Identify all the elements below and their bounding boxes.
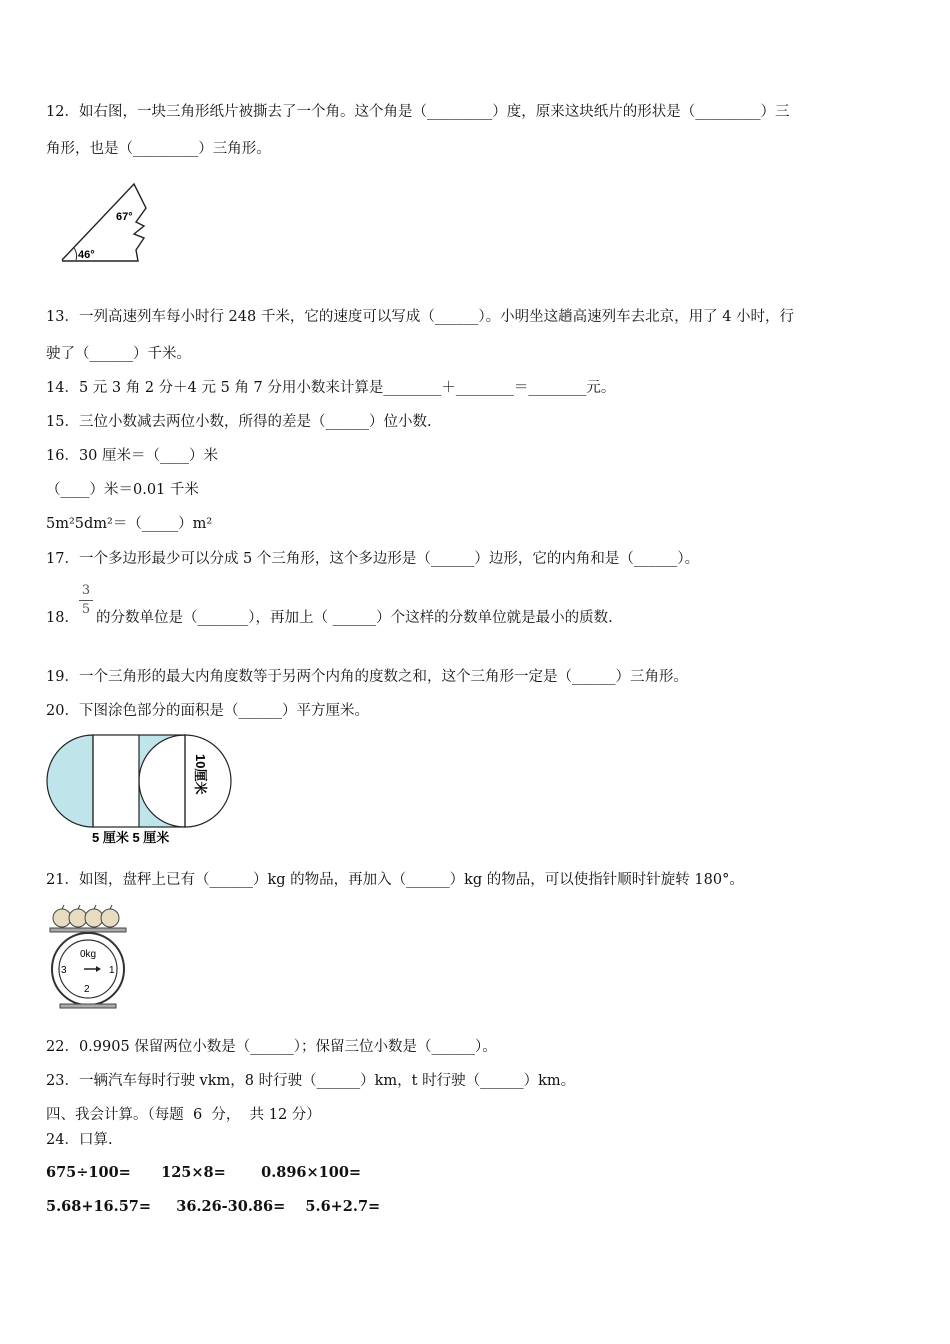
q13-line2: 驶了（______）千米。	[46, 346, 191, 362]
dial-label-3: 3	[61, 965, 67, 976]
q22-line: 22．0.9905 保留两位小数是（______）；保留三位小数是（______）。	[46, 1039, 497, 1055]
section-4-heading: 四、我会计算。（每题 6 分， 共 12 分）	[46, 1107, 321, 1123]
q12-line2: 角形，也是（_________）三角形。	[46, 141, 271, 157]
angle-46-label: 46°	[78, 249, 95, 261]
q23-line: 23．一辆汽车每时行驶 vkm，8 时行驶（______）km，t 时行驶（______）km。	[46, 1073, 576, 1089]
q24-row1: 675÷100= 125×8= 0.896×100=	[46, 1164, 362, 1181]
q16-line2: （____）米＝0.01 千米	[46, 482, 199, 498]
torn-triangle-figure	[56, 178, 176, 268]
q24-row2: 5.68+16.57= 36.26-30.86= 5.6+2.7=	[46, 1198, 381, 1215]
dial-label-2: 2	[84, 984, 90, 995]
bottom-width-labels: 5 厘米 5 厘米	[92, 830, 170, 845]
fraction-three-fifths	[79, 583, 93, 618]
shaded-area-figure	[46, 734, 226, 849]
fraction-denominator: 5	[81, 602, 91, 617]
q12-line1: 12．如右图，一块三角形纸片被撕去了一个角。这个角是（_________）度，原来这块纸片的形状是（_________）三	[46, 104, 790, 120]
scale-dial-figure	[46, 902, 136, 1012]
angle-67-label: 67°	[116, 211, 133, 223]
q16-line3: 5m²5dm²＝（_____）m²	[46, 516, 213, 532]
fraction-numerator: 3	[81, 583, 91, 598]
q14-line: 14．5 元 3 角 2 分＋4 元 5 角 7 分用小数来计算是________＋________＝________元。	[46, 380, 616, 396]
q19-line: 19．一个三角形的最大内角度数等于另两个内角的度数之和，这个三角形一定是（______）三角形。	[46, 669, 688, 685]
q21-line: 21．如图，盘秤上已有（______）kg 的物品，再加入（______）kg 的物品，可以使指针顺时针旋转 180°。	[46, 872, 744, 888]
dial-label-0kg: 0kg	[80, 949, 97, 960]
q24-title: 24．口算.	[46, 1132, 113, 1148]
q15-line: 15．三位小数减去两位小数，所得的差是（______）位小数.	[46, 414, 432, 430]
q18-number: 18．	[46, 610, 79, 626]
q18-text: 的分数单位是（_______），再加上（ ______）个这样的分数单位就是最小的质数.	[96, 610, 613, 626]
q13-line1: 13．一列高速列车每小时行 248 千米，它的速度可以写成（______）。小明坐这趟高速列车去北京，用了 4 小时，行	[46, 309, 795, 325]
q16-line1: 16．30 厘米＝（____）米	[46, 448, 219, 464]
side-height-label: 10厘米	[193, 754, 208, 795]
q20-line: 20．下图涂色部分的面积是（______）平方厘米。	[46, 703, 369, 719]
q17-line: 17．一个多边形最少可以分成 5 个三角形，这个多边形是（______）边形，它的内角和是（______）。	[46, 551, 700, 567]
dial-label-1: 1	[109, 965, 115, 976]
